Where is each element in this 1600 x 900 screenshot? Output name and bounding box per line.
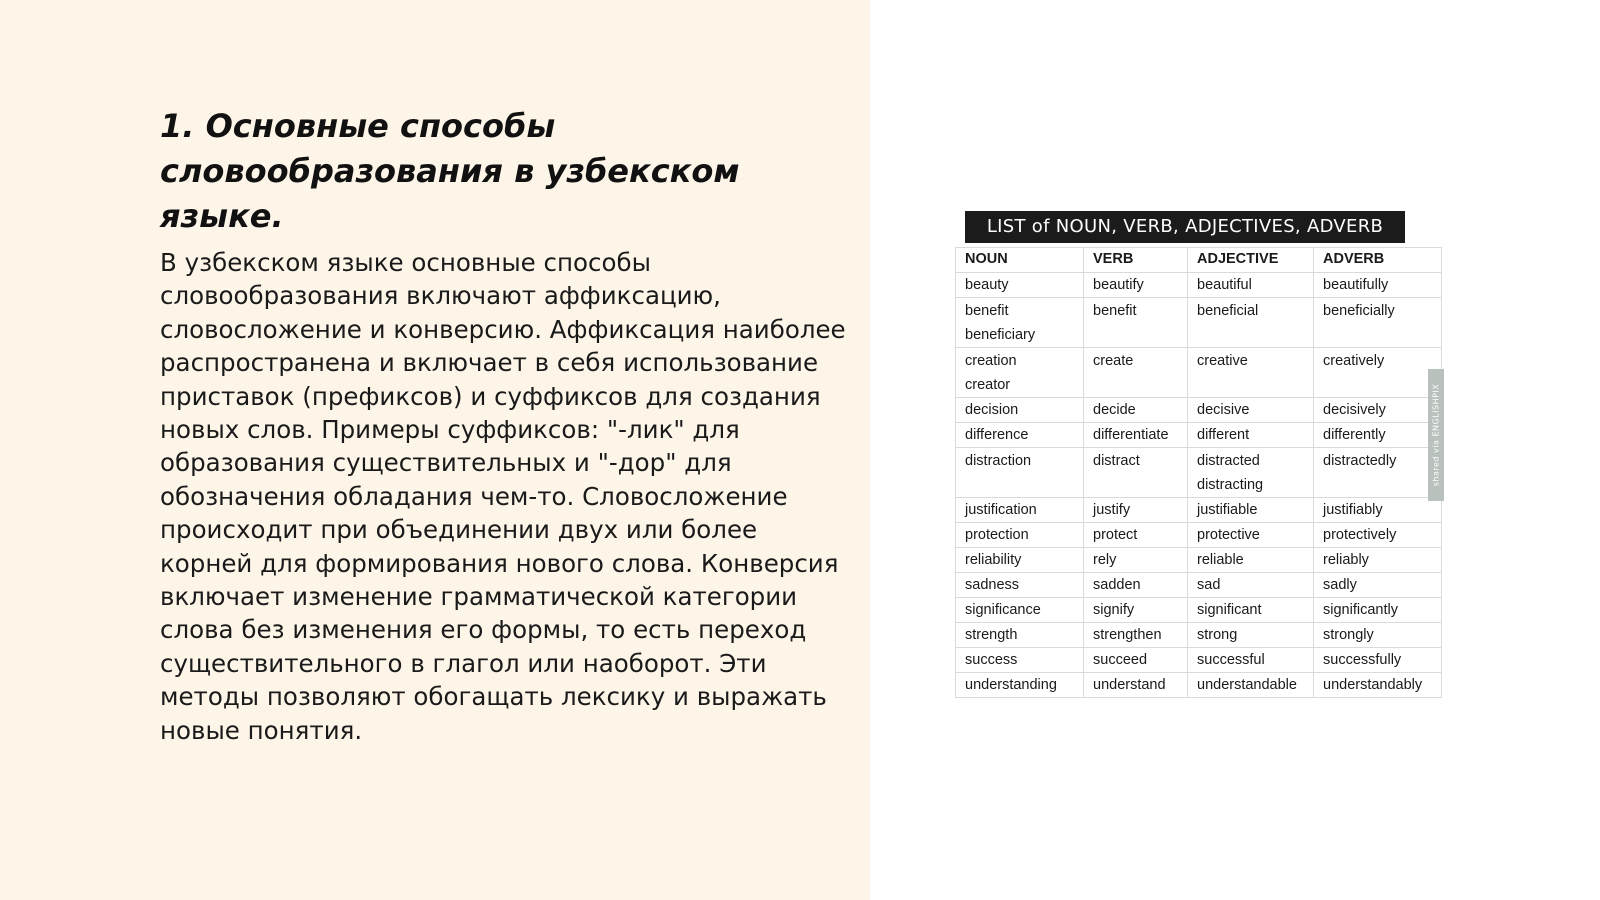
cell-adjective: strong — [1188, 623, 1314, 648]
cell-verb: sadden — [1084, 573, 1188, 598]
cell-verb: protect — [1084, 523, 1188, 548]
header-verb: VERB — [1084, 248, 1188, 273]
cell-adverb: beautifully — [1314, 273, 1442, 298]
cell-adjective: distracted distracting — [1188, 448, 1314, 498]
watermark-text: shared via ENGLISHPIX — [1431, 383, 1441, 487]
cell-verb: understand — [1084, 673, 1188, 698]
cell-adjective: significant — [1188, 598, 1314, 623]
cell-noun: benefit beneficiary — [956, 298, 1084, 348]
table-row — [956, 648, 1442, 673]
cell-noun: distraction — [956, 448, 1084, 498]
table-row — [956, 548, 1442, 573]
table-row — [956, 348, 1442, 398]
cell-verb: decide — [1084, 398, 1188, 423]
cell-noun: sadness — [956, 573, 1084, 598]
table-row — [956, 623, 1442, 648]
cell-noun: significance — [956, 598, 1084, 623]
cell-verb: benefit — [1084, 298, 1188, 348]
cell-verb: succeed — [1084, 648, 1188, 673]
cell-adjective: beautiful — [1188, 273, 1314, 298]
table-row — [956, 498, 1442, 523]
cell-noun: decision — [956, 398, 1084, 423]
cell-verb: beautify — [1084, 273, 1188, 298]
cell-adverb: beneficially — [1314, 298, 1442, 348]
cell-verb: justify — [1084, 498, 1188, 523]
cell-verb: rely — [1084, 548, 1188, 573]
cell-noun: protection — [956, 523, 1084, 548]
cell-adjective: sad — [1188, 573, 1314, 598]
cell-verb: signify — [1084, 598, 1188, 623]
table-body — [956, 273, 1442, 698]
table-header-row — [956, 248, 1442, 273]
cell-adjective: creative — [1188, 348, 1314, 398]
cell-noun: success — [956, 648, 1084, 673]
slide-body-text: В узбекском языке основные способы словообразования включают аффиксацию, словосложение и конверсию. Аффиксация наиболее распространена и включает в себя использование приставок (префиксов) и суффиксов для создания новых слов. Примеры суффиксов: "-лик" для образования существительных и "-дор" для обозначения обладания чем-то. Словосложение происходит при объединении двух или более корней для формирования нового слова. Конверсия включает изменение грамматической категории слова без изменения его формы, то есть переход существительного в глагол или наоборот. Эти методы позволяют обогащать лексику и выражать новые понятия. — [160, 248, 846, 745]
cell-verb: differentiate — [1084, 423, 1188, 448]
cell-adjective: protective — [1188, 523, 1314, 548]
cell-adjective: reliable — [1188, 548, 1314, 573]
table-row — [956, 298, 1442, 348]
cell-adverb: sadly — [1314, 573, 1442, 598]
slide-heading: 1. Основные способы словообразования в узбекском языке. — [160, 107, 740, 235]
table-row — [956, 573, 1442, 598]
cell-adverb: decisively — [1314, 398, 1442, 423]
header-adverb: ADVERB — [1314, 248, 1442, 273]
cell-adjective: different — [1188, 423, 1314, 448]
cell-verb: strengthen — [1084, 623, 1188, 648]
table-row — [956, 523, 1442, 548]
cell-noun: reliability — [956, 548, 1084, 573]
cell-verb: distract — [1084, 448, 1188, 498]
table-row — [956, 673, 1442, 698]
cell-adverb: justifiably — [1314, 498, 1442, 523]
table-row — [956, 423, 1442, 448]
cell-adverb: reliably — [1314, 548, 1442, 573]
cell-adverb: significantly — [1314, 598, 1442, 623]
cell-adverb: creatively — [1314, 348, 1442, 398]
word-forms-table — [955, 247, 1442, 698]
cell-noun: understanding — [956, 673, 1084, 698]
table-caption: LIST of NOUN, VERB, ADJECTIVES, ADVERB — [965, 211, 1405, 243]
cell-adjective: understandable — [1188, 673, 1314, 698]
cell-adverb: strongly — [1314, 623, 1442, 648]
cell-noun: strength — [956, 623, 1084, 648]
cell-adjective: successful — [1188, 648, 1314, 673]
header-adjective: ADJECTIVE — [1188, 248, 1314, 273]
cell-adverb: differently — [1314, 423, 1442, 448]
cell-noun: beauty — [956, 273, 1084, 298]
table-row — [956, 598, 1442, 623]
cell-noun: difference — [956, 423, 1084, 448]
cell-adverb: understandably — [1314, 673, 1442, 698]
cell-noun: justification — [956, 498, 1084, 523]
cell-adverb: successfully — [1314, 648, 1442, 673]
watermark — [1428, 369, 1444, 501]
cell-adjective: decisive — [1188, 398, 1314, 423]
table-row — [956, 273, 1442, 298]
table-row — [956, 398, 1442, 423]
cell-verb: create — [1084, 348, 1188, 398]
cell-adjective: beneficial — [1188, 298, 1314, 348]
cell-adverb: protectively — [1314, 523, 1442, 548]
cell-noun: creation creator — [956, 348, 1084, 398]
table-row — [956, 448, 1442, 498]
cell-adverb: distractedly — [1314, 448, 1442, 498]
cell-adjective: justifiable — [1188, 498, 1314, 523]
header-noun: NOUN — [956, 248, 1084, 273]
